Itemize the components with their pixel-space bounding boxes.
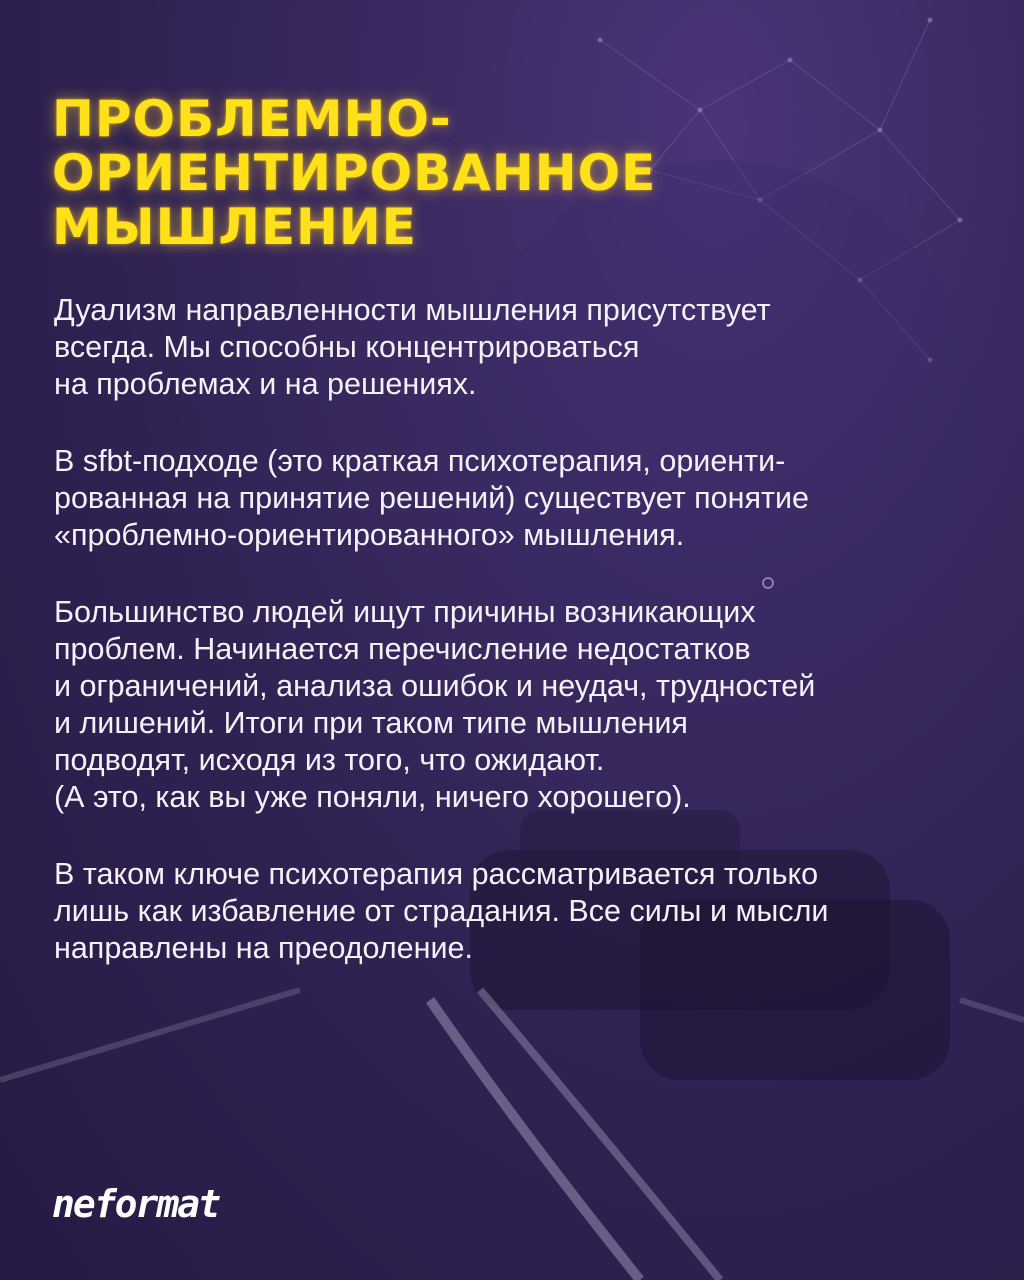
paragraph [54,594,1004,816]
text-line: «проблемно-ориентированного» мышления. [54,518,685,552]
text-line: В sfbt-подходе (это краткая психотерапия, ориенти- [54,444,786,478]
text-line: и лишений. Итоги при таком типе мышления [54,706,688,740]
page-title [52,92,972,254]
title-line: ПРОБЛЕМНО- [52,90,452,148]
text-line: подводят, исходя из того, что ожидают. [54,743,605,777]
brand-logo: neformat [52,1182,220,1226]
text-line: на проблемах и на решениях. [54,367,477,401]
text-line: всегда. Мы способны концентрироваться [54,330,640,364]
text-line: рованная на принятие решений) существует понятие [54,481,809,515]
title-line: ОРИЕНТИРОВАННОЕ [52,144,657,202]
paragraph [54,856,1004,967]
text-line: направлены на преодоление. [54,931,473,965]
title-line: МЫШЛЕНИЕ [52,198,417,256]
text-line: В таком ключе психотерапия рассматривается только [54,857,819,891]
text-line: Дуализм направленности мышления присутствует [54,293,771,327]
text-line: Большинство людей ищут причины возникающих [54,595,756,629]
text-line: проблем. Начинается перечисление недостатков [54,632,751,666]
paragraph [54,292,1004,403]
text-line: (А это, как вы уже поняли, ничего хорошего). [54,780,691,814]
text-line: лишь как избавление от страдания. Все силы и мысли [54,894,829,928]
text-line: и ограничений, анализа ошибок и неудач, трудностей [54,669,816,703]
body-text [54,292,1004,1007]
paragraph [54,443,1004,554]
